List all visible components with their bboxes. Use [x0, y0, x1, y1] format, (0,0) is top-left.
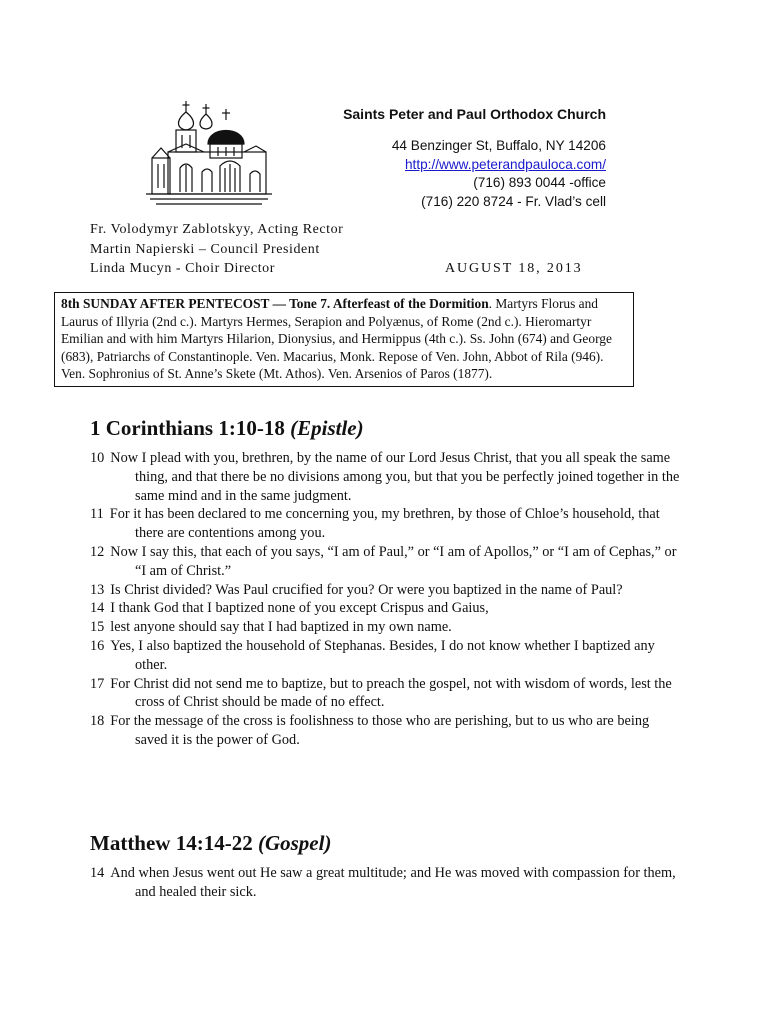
phone-office: (716) 893 0044 -office — [473, 175, 606, 190]
epistle-heading — [90, 415, 364, 441]
verse-item — [90, 712, 680, 750]
feast-commemorations: . Martyrs Florus and Laurus of Illyria (2nd c.). Martyrs Hermes, Serapion and Polyænus, of Rome (2nd c.). Hieromartyr Emilian and with him Martyrs Hilarion, Dionysius, and Hermippus (4th c.). Ss. John (674) and George (683), Patriarchs of Constantinople. Ven. Macarius, Monk. Repose of Ven. John, Abbot of Rila (946). Ven. Sophronius of St. Anne’s Skete (Mt. Athos). Ven. Arsenios of Paros (1877). — [61, 296, 612, 381]
gospel-verse-list — [90, 864, 680, 902]
verse-item — [90, 449, 680, 505]
verse-text: For it has been declared to me concerning you, my brethren, by those of Chloe’s household, that there are contentions among you. — [109, 506, 660, 542]
bulletin-date: AUGUST 18, 2013 — [445, 261, 583, 276]
verse-item — [90, 581, 680, 600]
verse-number: 13 — [90, 581, 105, 598]
verse-text: For Christ did not send me to baptize, but to preach the gospel, not with wisdom of words, lest the cross of Christ should be made of no effect. — [110, 675, 672, 711]
verse-text: Is Christ divided? Was Paul crucified for you? Or were you baptized in the name of Paul? — [110, 581, 623, 598]
verse-number: 16 — [90, 637, 105, 654]
verse-text: Now I plead with you, brethren, by the name of our Lord Jesus Christ, that you all speak the same thing, and that there be no divisions among you, but that you be perfectly joined together in the same mind and in the same judgment. — [110, 450, 680, 504]
verse-number: 10 — [90, 450, 105, 466]
feast-title: 8th SUNDAY AFTER PENTECOST — Tone 7. Afterfeast of the Dormition — [61, 296, 489, 311]
church-address: 44 Benzinger St, Buffalo, NY 14206 — [391, 138, 606, 153]
verse-number: 11 — [90, 506, 104, 523]
phone-cell: (716) 220 8724 - Fr. Vlad’s cell — [421, 193, 606, 209]
epistle-label: (Epistle) — [290, 416, 364, 440]
verse-number: 18 — [90, 713, 105, 730]
verse-text: And when Jesus went out He saw a great multitude; and He was moved with compassion for them, and healed their sick. — [110, 865, 676, 900]
epistle-reference: 1 Corinthians 1:10-18 — [90, 416, 285, 440]
verse-text: For the message of the cross is foolishness to those who are perishing, but to us who are being saved it is the power of God. — [110, 713, 650, 748]
verse-item — [90, 543, 680, 581]
verse-number: 15 — [90, 619, 105, 636]
verse-number: 14 — [90, 865, 105, 881]
gospel-label: (Gospel) — [257, 831, 332, 855]
staff-list — [90, 220, 343, 279]
verse-text: Now I say this, that each of you says, “I am of Paul,” or “I am of Apollos,” or “I am of Cephas,” or “I am of Christ.” — [110, 543, 677, 579]
gospel-heading — [90, 830, 331, 856]
verse-item — [90, 618, 680, 637]
staff-council-president: Martin Napierski – Council President — [90, 241, 320, 257]
verse-text: Yes, I also baptized the household of Stephanas. Besides, I do not know whether I baptized any other. — [110, 637, 655, 673]
verse-text: lest anyone should say that I had baptized in my own name. — [110, 619, 452, 636]
church-building-icon — [146, 98, 272, 210]
verse-number: 17 — [90, 675, 105, 692]
church-website-link[interactable]: http://www.peterandpauloca.com/ — [405, 156, 606, 172]
staff-rector: Fr. Volodymyr Zablotskyy, Acting Rector — [90, 222, 344, 237]
church-name: Saints Peter and Paul Orthodox Church — [343, 106, 606, 122]
verse-number: 12 — [90, 543, 105, 560]
epistle-verse-list — [90, 449, 680, 750]
verse-item — [90, 599, 680, 618]
verse-item — [90, 505, 680, 543]
verse-text: I thank God that I baptized none of you except Crispus and Gaius, — [110, 600, 489, 617]
staff-choir-director: Linda Mucyn - Choir Director — [90, 261, 275, 276]
gospel-reference: Matthew 14:14-22 — [90, 831, 253, 855]
church-header — [343, 104, 606, 211]
verse-item — [90, 637, 680, 675]
feast-description-box — [54, 292, 634, 387]
verse-number: 14 — [90, 600, 105, 617]
verse-item — [90, 864, 680, 902]
verse-item — [90, 675, 680, 713]
